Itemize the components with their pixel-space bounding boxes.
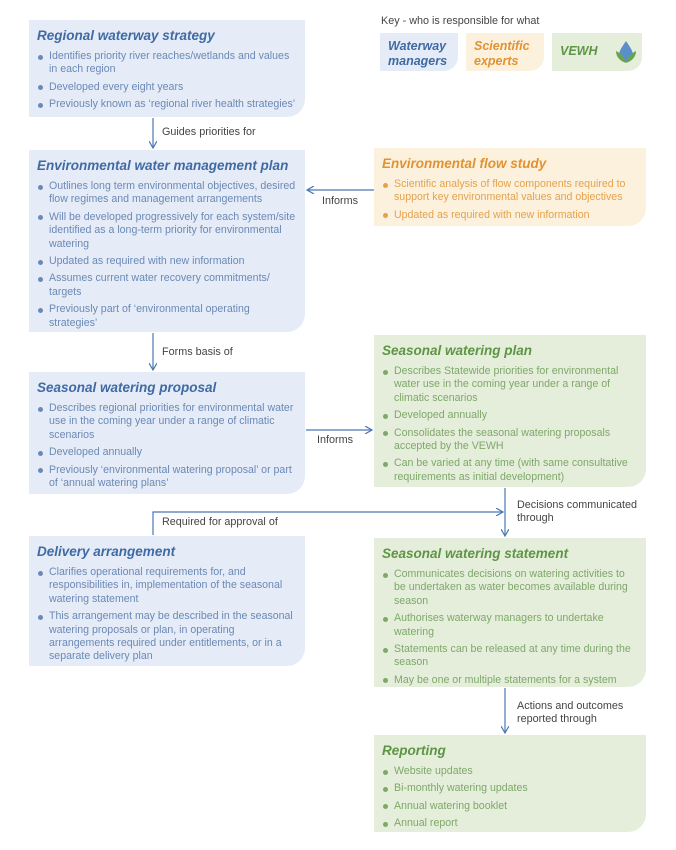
- list-item: Previously ‘environmental watering proposal’ or part of ‘annual watering plans’: [37, 464, 297, 491]
- list-item: Outlines long term environmental objectives, desired flow regimes and management arrangements: [37, 180, 297, 207]
- list-item: Website updates: [382, 765, 638, 778]
- key-vewh-label: VEWH: [560, 44, 598, 58]
- list-item: Developed every eight years: [37, 81, 297, 94]
- connector-label-actions: Actions and outcomes reported through: [517, 700, 624, 725]
- list-item: Previously known as ‘regional river health strategies’: [37, 98, 297, 111]
- list-item: Statements can be released at any time during the season: [382, 643, 638, 670]
- key-title: Key - who is responsible for what: [381, 15, 540, 27]
- list-item: This arrangement may be described in the seasonal watering proposals or plan, in operating arrangements required under entitlements, or in a separate delivery plan: [37, 610, 297, 664]
- list-item: Developed annually: [37, 446, 297, 459]
- list-item: Will be developed progressively for each system/site identified as a long-term priority for environmental watering: [37, 211, 297, 251]
- environmental-flow-study-title: Environmental flow study: [382, 156, 547, 171]
- key-scientific-experts-label: Scientific experts: [474, 39, 530, 68]
- list-item: Annual report: [382, 817, 638, 830]
- reporting-title: Reporting: [382, 743, 446, 758]
- connector-label-informs-1: Informs: [322, 195, 358, 207]
- list-item: Communicates decisions on watering activities to be undertaken as water becomes available during season: [382, 568, 638, 608]
- list-item: Updated as required with new information: [382, 209, 638, 222]
- list-item: May be one or multiple statements for a system: [382, 674, 638, 687]
- connector-label-required-for: Required for approval of: [162, 516, 278, 528]
- list-item: Previously part of ‘environmental operating strategies’: [37, 303, 297, 330]
- list-item: Clarifies operational requirements for, and responsibilities in, implementation of the seasonal watering statement: [37, 566, 297, 606]
- list-item: Authorises waterway managers to undertake watering: [382, 612, 638, 639]
- delivery-arrangement-title: Delivery arrangement: [37, 544, 176, 559]
- list-item: Can be varied at any time (with same consultative requirements as initial development): [382, 457, 638, 484]
- list-item: Describes Statewide priorities for environmental water use in the coming year under a range of climatic scenarios: [382, 365, 638, 405]
- list-item: Identifies priority river reaches/wetlands and values in each region: [37, 50, 297, 77]
- list-item: Bi-monthly watering updates: [382, 782, 638, 795]
- list-item: Consolidates the seasonal watering proposals accepted by the VEWH: [382, 427, 638, 454]
- connector-label-guides: Guides priorities for: [162, 126, 256, 138]
- seasonal-watering-proposal-title: Seasonal watering proposal: [37, 380, 217, 395]
- list-item: Annual watering booklet: [382, 800, 638, 813]
- connector-label-forms-basis: Forms basis of: [162, 346, 233, 358]
- seasonal-watering-plan-title: Seasonal watering plan: [382, 343, 533, 358]
- connector-label-decisions: Decisions communicated through: [517, 499, 638, 524]
- list-item: Describes regional priorities for environmental water use in the coming year under a range of climatic scenarios: [37, 402, 297, 442]
- list-item: Assumes current water recovery commitments/ targets: [37, 272, 297, 299]
- list-item: Scientific analysis of flow components required to support key environmental values and objectives: [382, 178, 638, 205]
- seasonal-watering-statement-title: Seasonal watering statement: [382, 546, 569, 561]
- list-item: Updated as required with new information: [37, 255, 297, 268]
- environmental-water-management-plan-title: Environmental water management plan: [37, 158, 289, 173]
- key-waterway-managers-label: Waterway managers: [388, 39, 448, 68]
- connector-label-informs-2: Informs: [317, 434, 353, 446]
- regional-waterway-strategy-title: Regional waterway strategy: [37, 28, 215, 43]
- list-item: Developed annually: [382, 409, 638, 422]
